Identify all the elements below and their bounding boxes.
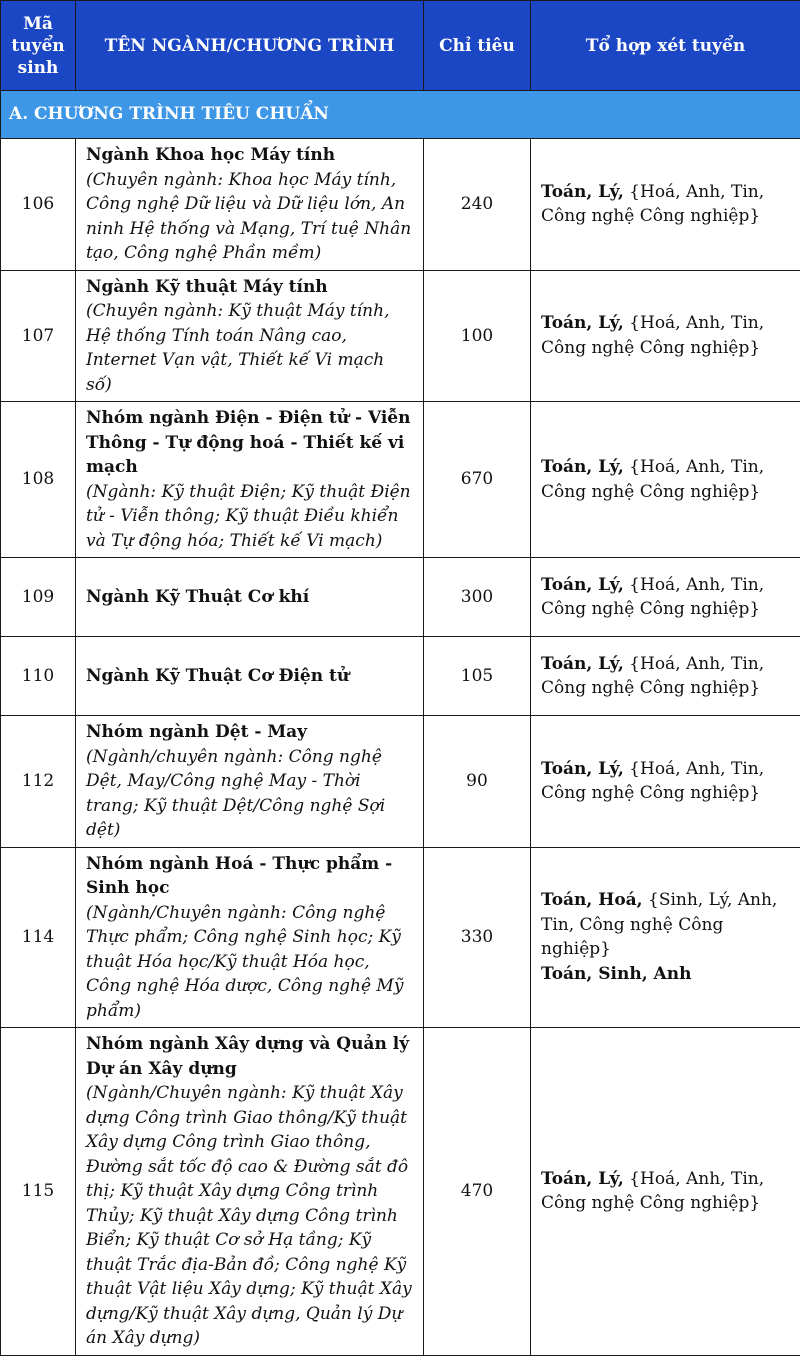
row-combo [531, 402, 800, 558]
row-combo [531, 139, 800, 271]
row-code: 106 [1, 139, 76, 271]
row-major: Ngành Kỹ thuật Máy tính [86, 275, 415, 300]
row-combo [531, 270, 800, 402]
row-major: Ngành Khoa học Máy tính [86, 143, 415, 168]
row-major: Nhóm ngành Dệt - May [86, 720, 415, 745]
row-code: 108 [1, 402, 76, 558]
row-code: 110 [1, 637, 76, 716]
row-major: Nhóm ngành Xây dựng và Quản lý Dự án Xây dựng [86, 1032, 415, 1081]
row-name [76, 847, 424, 1028]
header-quota: Chỉ tiêu [424, 1, 531, 91]
row-name [76, 270, 424, 402]
combo-required: Toán, Lý, [541, 457, 624, 477]
row-quota: 470 [424, 1028, 531, 1356]
row-detail: (Chuyên ngành: Khoa học Máy tính, Công nghệ Dữ liệu và Dữ liệu lớn, An ninh Hệ thống và Mạng, Trí tuệ Nhân tạo, Công nghệ Phần mềm) [86, 168, 415, 266]
row-detail: (Ngành/chuyên ngành: Công nghệ Dệt, May/Công nghệ May - Thời trang; Kỹ thuật Dệt/Công nghệ Sợi dệt) [86, 745, 415, 843]
row-code: 115 [1, 1028, 76, 1356]
row-name [76, 716, 424, 848]
combo-required: Toán, Lý, [541, 1169, 624, 1189]
combo-required: Toán, Lý, [541, 313, 624, 333]
row-code: 109 [1, 558, 76, 637]
row-detail: (Ngành/Chuyên ngành: Công nghệ Thực phẩm; Công nghệ Sinh học; Kỹ thuật Hóa học/Kỹ thuật Hóa học, Công nghệ Hóa dược, Công nghệ Mỹ phẩm) [86, 901, 415, 1024]
row-detail: (Ngành/Chuyên ngành: Kỹ thuật Xây dựng Công trình Giao thông/Kỹ thuật Xây dựng Công trình Giao thông, Đường sắt tốc độ cao & Đường sắt đô thị; Kỹ thuật Xây dựng Công trình Thủy; Kỹ thuật Xây dựng Công trình Biển; Kỹ thuật Cơ sở Hạ tầng; Kỹ thuật Trắc địa-Bản đồ; Công nghệ Kỹ thuật Vật liệu Xây dựng; Kỹ thuật Xây dựng/Kỹ thuật Xây dựng, Quản lý Dự án Xây dựng) [86, 1081, 415, 1351]
row-major: Nhóm ngành Hoá - Thực phẩm - Sinh học [86, 852, 415, 901]
row-quota: 300 [424, 558, 531, 637]
table-row [1, 716, 800, 848]
table-row [1, 637, 800, 716]
combo-alternative: Toán, Sinh, Anh [541, 964, 691, 984]
row-quota: 330 [424, 847, 531, 1028]
header-combo: Tổ hợp xét tuyển [531, 1, 800, 91]
row-name [76, 637, 424, 716]
row-quota: 90 [424, 716, 531, 848]
table-row [1, 402, 800, 558]
combo-required: Toán, Hoá, [541, 890, 643, 910]
combo-options: {Sinh, Lý, Anh, Tin, Công nghệ Công nghiệp} [541, 890, 777, 959]
row-code: 114 [1, 847, 76, 1028]
table-row [1, 1028, 800, 1356]
row-name [76, 402, 424, 558]
combo-options: {Hoá, Anh, Tin, Công nghệ Công nghiệp} [541, 457, 764, 502]
combo-options: {Hoá, Anh, Tin, Công nghệ Công nghiệp} [541, 654, 764, 699]
combo-required: Toán, Lý, [541, 654, 624, 674]
row-major: Ngành Kỹ Thuật Cơ khí [86, 585, 415, 610]
header-code: Mã tuyển sinh [1, 1, 76, 91]
row-quota: 105 [424, 637, 531, 716]
combo-options: {Hoá, Anh, Tin, Công nghệ Công nghiệp} [541, 313, 764, 358]
table-row [1, 270, 800, 402]
row-code: 107 [1, 270, 76, 402]
table-row [1, 558, 800, 637]
row-code: 112 [1, 716, 76, 848]
combo-options: {Hoá, Anh, Tin, Công nghệ Công nghiệp} [541, 759, 764, 804]
combo-options: {Hoá, Anh, Tin, Công nghệ Công nghiệp} [541, 182, 764, 227]
combo-required: Toán, Lý, [541, 759, 624, 779]
table-header-row [1, 1, 800, 91]
row-combo [531, 847, 800, 1028]
row-combo [531, 637, 800, 716]
row-major: Ngành Kỹ Thuật Cơ Điện tử [86, 664, 415, 689]
row-quota: 670 [424, 402, 531, 558]
row-major: Nhóm ngành Điện - Điện tử - Viễn Thông - Tự động hoá - Thiết kế vi mạch [86, 406, 415, 480]
row-detail: (Ngành: Kỹ thuật Điện; Kỹ thuật Điện tử - Viễn thông; Kỹ thuật Điều khiển và Tự động hóa; Thiết kế Vi mạch) [86, 480, 415, 554]
row-detail: (Chuyên ngành: Kỹ thuật Máy tính, Hệ thống Tính toán Nâng cao, Internet Vạn vật, Thiết kế Vi mạch số) [86, 299, 415, 397]
combo-required: Toán, Lý, [541, 575, 624, 595]
section-title: A. CHƯƠNG TRÌNH TIÊU CHUẨN [1, 91, 800, 139]
row-combo [531, 558, 800, 637]
row-quota: 100 [424, 270, 531, 402]
header-name: TÊN NGÀNH/CHƯƠNG TRÌNH [76, 1, 424, 91]
table-row [1, 139, 800, 271]
row-combo [531, 716, 800, 848]
row-combo [531, 1028, 800, 1356]
row-name [76, 139, 424, 271]
combo-options: {Hoá, Anh, Tin, Công nghệ Công nghiệp} [541, 1169, 764, 1214]
row-name [76, 558, 424, 637]
table-row [1, 847, 800, 1028]
section-row [1, 91, 800, 139]
row-name [76, 1028, 424, 1356]
combo-required: Toán, Lý, [541, 182, 624, 202]
combo-options: {Hoá, Anh, Tin, Công nghệ Công nghiệp} [541, 575, 764, 620]
row-quota: 240 [424, 139, 531, 271]
